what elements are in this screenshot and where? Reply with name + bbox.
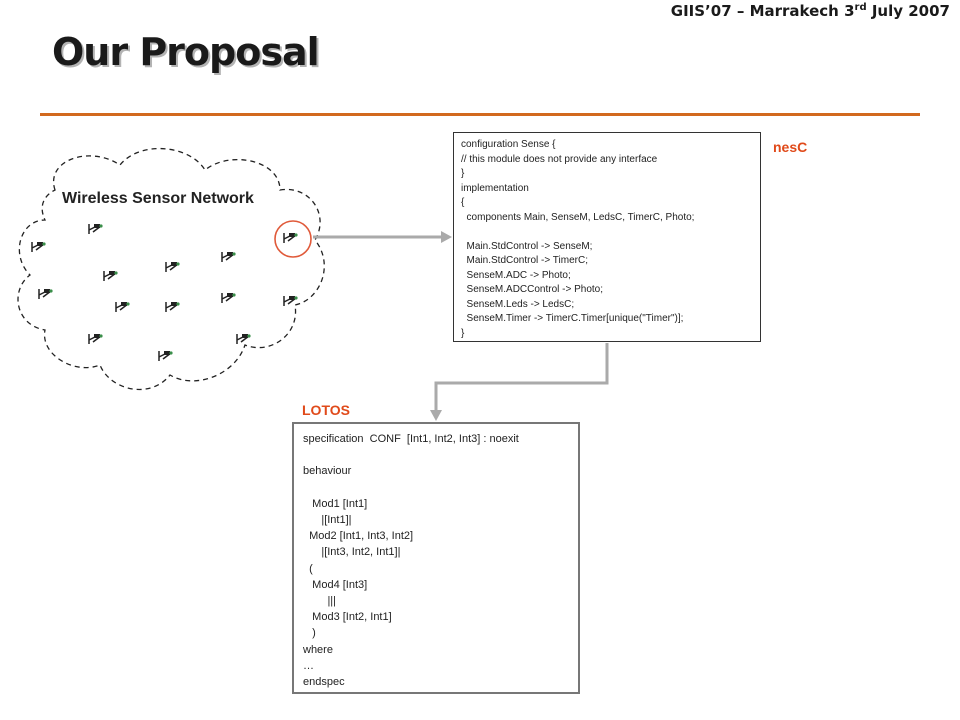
sensor-node-icon xyxy=(284,233,298,243)
nesc-code-box: configuration Sense { // this module does not provide any interface } implementation { components Main, SenseM, LedsC, TimerC, Photo; Main.StdControl -> SenseM; Main.StdControl -> TimerC; SenseM.ADC -> Photo; SenseM.ADCControl -> Photo; SenseM.Leds -> LedsC; SenseM.Timer -> TimerC.Timer[unique("Timer")]; } xyxy=(453,132,761,342)
lotos-code-box: specification CONF [Int1, Int2, Int3] : noexit behaviour Mod1 [Int1] |[Int1]| Mod2 [Int1, Int3, Int2] |[Int3, Int2, Int1]| ( Mod4 [Int3] ||| Mod3 [Int2, Int1] ) where … endspec xyxy=(292,422,580,694)
arrow-to-nesc-head xyxy=(441,231,452,243)
sensor-nodes xyxy=(32,224,298,361)
sensor-node-icon xyxy=(222,252,236,262)
sensor-node-icon xyxy=(116,302,130,312)
arrow-to-lotos xyxy=(436,343,607,412)
arrow-to-lotos-head xyxy=(430,410,442,421)
sensor-node-icon xyxy=(89,334,103,344)
network-label: Wireless Sensor Network xyxy=(62,190,254,207)
sensor-node-icon xyxy=(166,302,180,312)
sensor-node-icon xyxy=(32,242,46,252)
sensor-node-icon xyxy=(222,293,236,303)
sensor-node-icon xyxy=(237,334,251,344)
sensor-node-icon xyxy=(166,262,180,272)
sensor-node-icon xyxy=(89,224,103,234)
sensor-node-icon xyxy=(159,351,173,361)
conference-name: GIIS’07 – Marrakech 3 xyxy=(670,2,855,20)
nesc-label: nesC xyxy=(773,139,808,155)
date-superscript: rd xyxy=(854,2,867,13)
highlight-circle xyxy=(275,221,311,257)
lotos-label: LOTOS xyxy=(302,402,350,418)
slide-title: Our Proposal xyxy=(52,30,319,74)
conference-date: July 2007 xyxy=(866,2,950,20)
sensor-node-icon xyxy=(39,289,53,299)
sensor-node-icon xyxy=(104,271,118,281)
